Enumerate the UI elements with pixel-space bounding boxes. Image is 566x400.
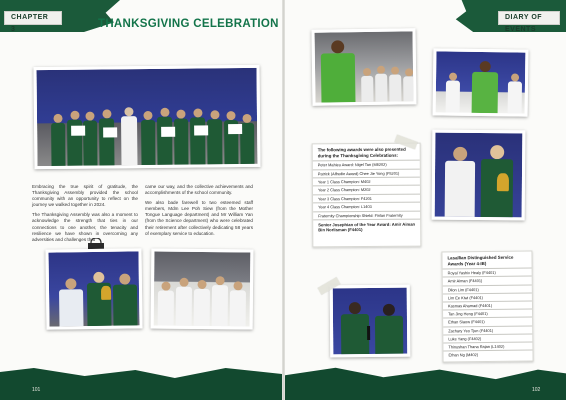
service-row: Dilon Lim (F4401) [443, 284, 532, 293]
diary-label: DIARY OF EVENTS [498, 11, 560, 25]
group-photo [33, 65, 260, 169]
service-row: Amir Aiman (F4401) [443, 276, 532, 285]
service-row: Kasmas Ahamad (F4401) [443, 301, 532, 310]
page-title: THANKSGIVING CELEBRATION [98, 18, 279, 30]
awards-row: Year 1 Class Champion: M402 [313, 177, 420, 186]
service-row: Zachary Yeo Tjun (F4401) [443, 325, 532, 334]
certificate [228, 124, 242, 134]
certificate [161, 127, 175, 137]
trophy-icon [101, 286, 111, 300]
body-paragraph: The Thanksgiving Assembly was also a moment to acknowledge the strength that ties in our connections to one another, the tenacity and resilience we have shown in overcoming any adversities and challenges that [32, 212, 138, 242]
chapter-label: CHAPTER 3 [4, 11, 62, 25]
service-row: Royal Yashiv Healy (F4401) [443, 268, 532, 277]
awards-row: Year 4 Class Champion: L1403 [313, 202, 420, 211]
altar-photo [433, 48, 529, 116]
trophy-photo [45, 248, 142, 329]
service-awards-card [441, 251, 533, 363]
service-card-title: Lasallian Distinguished Service Awards (Year 4-IB) [447, 254, 514, 267]
awards-row: Year 2 Class Champion: M202 [313, 185, 420, 194]
speech-photo [330, 285, 411, 358]
body-paragraph: came our way, and the collective achievements and accomplishments of the school community. [145, 184, 253, 196]
body-paragraph: We also bade farewell to two esteemed staff members, Mdm Lee Poh Siew (from the Mother Tongue Language department) and Mr William Yan (from the Science department) who were celebrated their retirement after collectively dedicating 58 years of exemplary service to education. [145, 200, 253, 236]
body-paragraph: Embracing the true spirit of gratitude, the Thanksgiving Assembly provided the school community with an opportunity to reflect on the journey we walked together in 2024. [32, 184, 138, 208]
service-row: Ethan Siaow (F4401) [443, 317, 532, 326]
page-gutter [282, 0, 285, 400]
certificate [71, 126, 85, 136]
page-number-right: 102 [532, 387, 541, 393]
awards-card-title: The following awards were also presented during the Thanksgiving Celebrations: [317, 146, 406, 158]
trophy-icon [497, 173, 509, 191]
awards-card [312, 143, 422, 248]
microphone-icon [367, 326, 370, 340]
torn-band-bottom-left [0, 360, 282, 400]
awards-card-footer: Senior Josephian of the Year Award: Amir Aiman Bin Norlisman (F4401) [313, 219, 420, 237]
certificate [194, 125, 208, 135]
page-number-left: 101 [32, 387, 41, 393]
torn-band-bottom-right [285, 362, 566, 400]
body-column-2 [145, 184, 253, 237]
service-row: Tan Jing Heng (F4401) [443, 309, 532, 318]
awards-row: Fraternity Championship Shield: Finlan Fraternity [313, 210, 420, 219]
service-row: Thinushan Thana Rajan (L1402) [443, 342, 532, 351]
awards-row: Year 3 Class Champion: F4201 [313, 193, 420, 202]
service-row: Ethan Ng (M402) [443, 350, 532, 359]
body-column-1 [32, 184, 138, 243]
certificate [103, 127, 117, 137]
trophy-duo-photo [432, 130, 526, 221]
awards-row: Peter Mahieu Award: Nigel Tan (M6202) [313, 160, 420, 169]
service-row: Luke Yang (F4402) [443, 333, 532, 342]
priest-photo [311, 28, 416, 105]
students-photo [151, 248, 254, 329]
service-row: Lim Ee Kiwi (F4401) [443, 292, 532, 301]
awards-row: Patrick (Alfredie Award) Chee Jie Yong (F5201) [313, 168, 420, 177]
